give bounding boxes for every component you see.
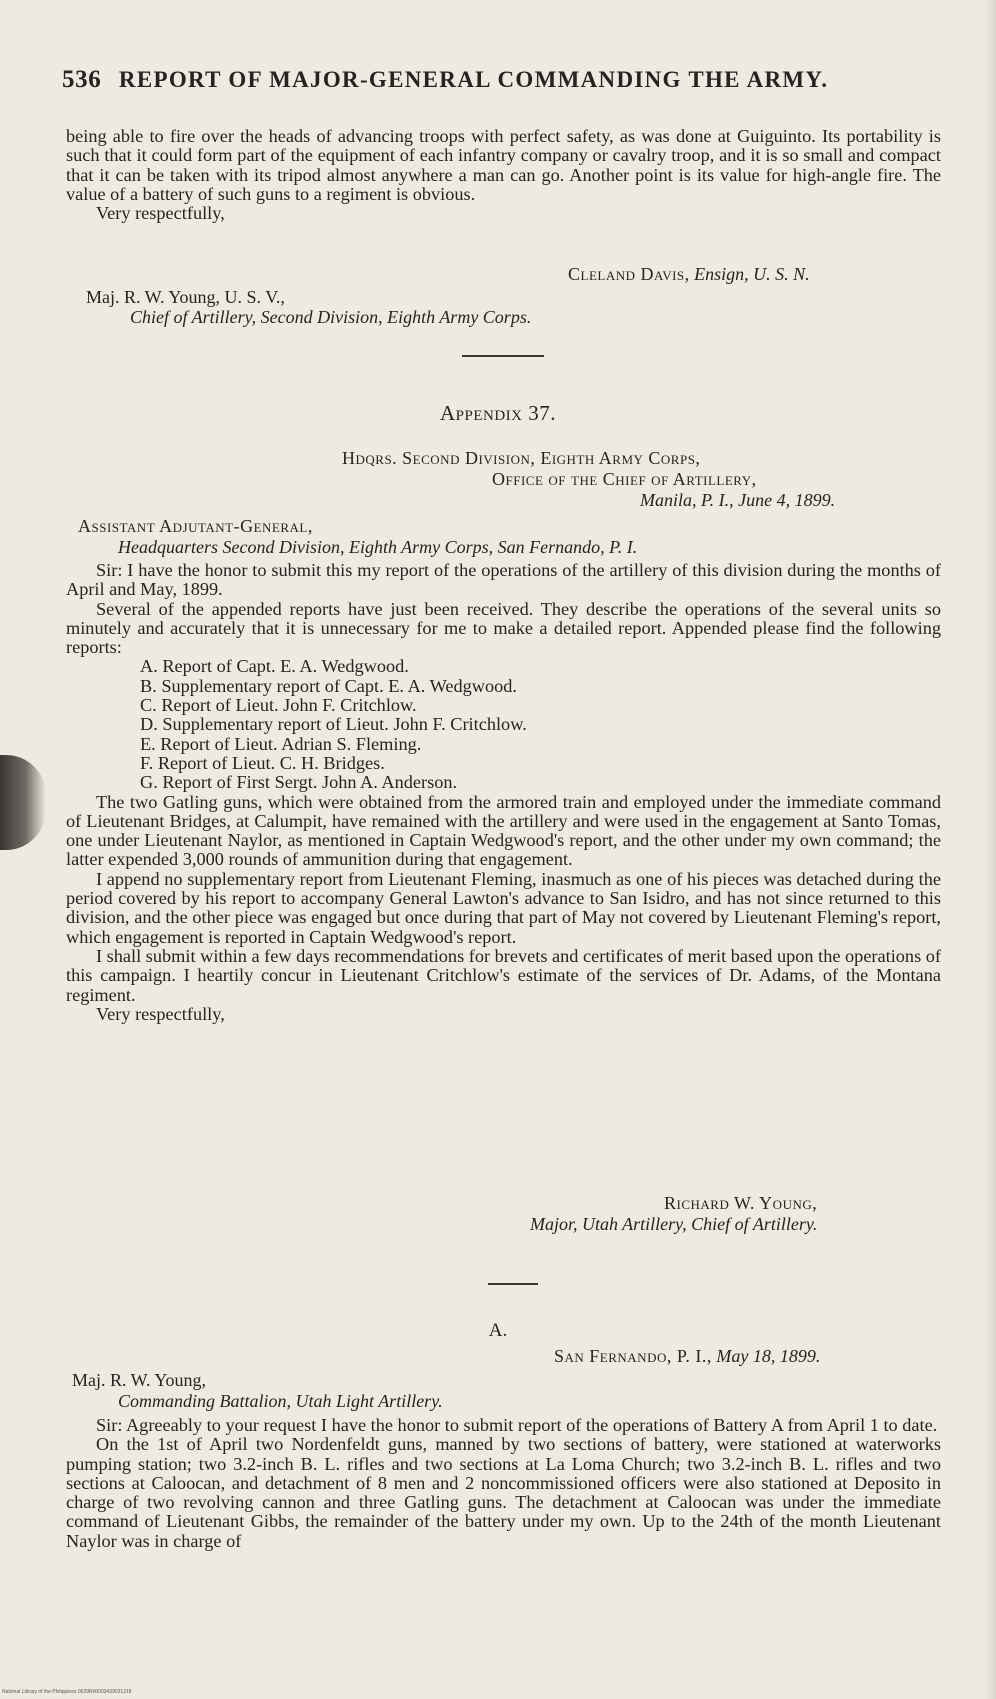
list-item: C. Report of Lieut. John F. Critchlow. bbox=[140, 695, 417, 716]
list-item: E. Report of Lieut. Adrian S. Fleming. bbox=[140, 733, 422, 754]
signature-2-name: Richard W. Young, bbox=[664, 1193, 818, 1213]
dateline-line3: Manila, P. I., June 4, 1899. bbox=[640, 490, 836, 510]
page-edge-shadow bbox=[0, 755, 46, 850]
dateline-line1: Hdqrs. Second Division, Eighth Army Corps, bbox=[342, 448, 701, 468]
page-number: 536 bbox=[62, 66, 102, 93]
page-right-edge bbox=[986, 0, 996, 1699]
main-body bbox=[66, 561, 941, 1024]
scan-footer: National Library of the Philippines 0029R00003439031218 bbox=[2, 1689, 132, 1695]
signature-1-rank: Ensign, U. S. N. bbox=[694, 264, 810, 284]
paragraph-4: I append no supplementary report from Lieutenant Fleming, inasmuch as one of his pieces was detached during the period covered by his report to accompany General Lawton's advance to San Isidro, and has not since returned to this division, and the other piece was engaged but once during that part of May not covered by Lieutenant Fleming's report, which engagement is reported in Captain Wedgwood's report. bbox=[66, 868, 941, 947]
running-title: REPORT OF MAJOR-GENERAL COMMANDING THE ARMY. bbox=[118, 67, 829, 92]
appendix-title: Appendix 37. bbox=[439, 401, 556, 425]
closing-2: Very respectfully, bbox=[96, 1003, 225, 1024]
running-header bbox=[62, 66, 932, 94]
intro-block bbox=[66, 127, 941, 223]
signature-1 bbox=[568, 264, 810, 285]
section-a-addressee-title: Commanding Battalion, Utah Light Artillery. bbox=[118, 1391, 443, 1411]
paragraph-2: Several of the appended reports have just been received. They describe the operations of the several units so minutely and accurately that it is unnecessary for me to make a detailed report. Appended please find the following reports: bbox=[66, 598, 941, 658]
signature-2-rank: Major, Utah Artillery, Chief of Artillery. bbox=[530, 1214, 818, 1234]
addressee-2-title: Headquarters Second Division, Eighth Army Corps, San Fernando, P. I. bbox=[118, 537, 638, 557]
list-item: A. Report of Capt. E. A. Wedgwood. bbox=[140, 656, 409, 677]
closing-1: Very respectfully, bbox=[96, 203, 225, 224]
divider-2 bbox=[488, 1283, 538, 1285]
list-item: B. Supplementary report of Capt. E. A. Wedgwood. bbox=[140, 675, 517, 696]
addressee-2-name: Assistant Adjutant-General, bbox=[78, 516, 313, 536]
signature-1-name: Cleland Davis, bbox=[568, 264, 690, 284]
section-a-addressee-name: Maj. R. W. Young, bbox=[72, 1370, 207, 1390]
addressee-1-title: Chief of Artillery, Second Division, Eighth Army Corps. bbox=[130, 307, 532, 327]
paragraph-5: I shall submit within a few days recommendations for brevets and certificates of merit based upon the operations of this campaign. I heartily concur in Lieutenant Critchlow's estimate of the services of Dr. Adams, of the Montana regiment. bbox=[66, 945, 941, 1005]
list-item: D. Supplementary report of Lieut. John F. Critchlow. bbox=[140, 714, 527, 735]
list-item: F. Report of Lieut. C. H. Bridges. bbox=[140, 752, 385, 773]
section-a-body bbox=[66, 1416, 941, 1551]
addressee-1-name: Maj. R. W. Young, U. S. V., bbox=[86, 287, 285, 307]
dateline-line2: Office of the Chief of Artillery, bbox=[492, 469, 757, 489]
section-a-paragraph-2: On the 1st of April two Nordenfeldt guns, manned by two sections of battery, were stationed at waterworks pumping station; two 3.2-inch B. L. rifles and two sections at La Loma Church; two 3.2-inch B. L. rifles and two sections at Caloocan, and detachment of 8 men and 2 noncommissioned officers were also stationed at Deposito in charge of two revolving cannon and three Gatling guns. The detachment at Caloocan was under the immediate command of Lieutenant Gibbs, the remainder of the battery under my own. Up to the 24th of the month Lieutenant Naylor was in charge of bbox=[66, 1434, 941, 1551]
reports-list bbox=[66, 657, 941, 792]
intro-paragraph: being able to fire over the heads of advancing troops with perfect safety, as was done at Guiguinto. Its portability is such that it could form part of the equipment of each infantry company or cavalry troop, and it is so small and compact that it can be taken with its tripod almost anywhere a man can go. Another point is its value for high-angle fire. The value of a battery of such guns to a regiment is obvious. bbox=[66, 126, 941, 204]
paragraph-1: Sir: I have the honor to submit this my report of the operations of the artillery of this division during the months of April and May, 1899. bbox=[66, 560, 941, 600]
list-item: G. Report of First Sergt. John A. Anderson. bbox=[140, 772, 458, 793]
divider-1 bbox=[462, 355, 544, 357]
section-a-dateline: San Fernando, P. I., May 18, 1899. bbox=[554, 1346, 821, 1366]
paragraph-3: The two Gatling guns, which were obtained from the armored train and employed under the immediate command of Lieutenant Bridges, at Calumpit, have remained with the artillery and were used in the engagement at Santo Tomas, one under Lieutenant Naylor, as mentioned in Captain Wedgwood's report, and the other under my own command; the latter expended 3,000 rounds of ammunition during that engagement. bbox=[66, 791, 941, 870]
section-a-letter: A. bbox=[488, 1320, 508, 1341]
section-a-paragraph-1: Sir: Agreeably to your request I have the honor to submit report of the operations of Battery A from April 1 to date. bbox=[96, 1415, 938, 1435]
